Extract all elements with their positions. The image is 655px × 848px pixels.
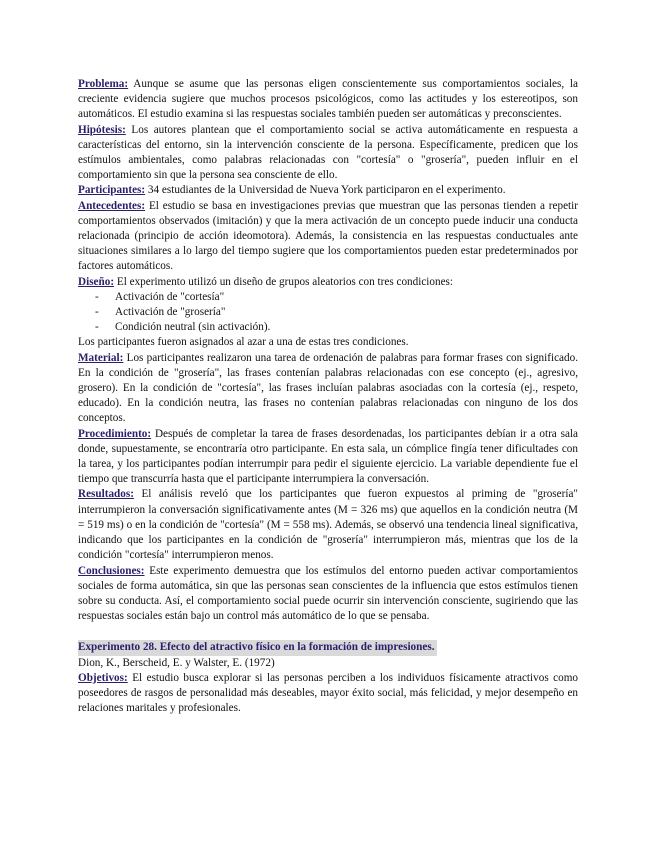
assignment-paragraph: Los participantes fueron asignados al azar a una de estas tres condiciones. xyxy=(78,336,409,349)
objetivos-text: El estudio busca explorar si las personas perciben a los individuos físicamente atractivos como poseedores de rasgos de personalidad más deseables, mayor éxito social, más felicidad, y mejor desempeño en relaciones maritales y profesionales. xyxy=(78,671,578,715)
list-item xyxy=(78,320,578,335)
list-item xyxy=(78,290,578,305)
procedimiento-label: Procedimiento: xyxy=(78,427,152,440)
hipotesis-label: Hipótesis: xyxy=(78,123,126,136)
problema-label: Problema: xyxy=(78,78,129,90)
diseno-text: El experimento utilizó un diseño de grupos aleatorios con tres condiciones: xyxy=(114,275,454,288)
antecedentes-paragraph xyxy=(78,199,578,275)
objetivos-paragraph xyxy=(78,671,578,717)
resultados-text: El análisis reveló que los participantes que fueron expuestos al priming de "grosería" interrumpieron la conversación significativamente antes (M = 326 ms) que aquellos en la condición neutra (M = 519 ms) o en la condición de "cortesía" (M = 558 ms). Además, se observó una tendencia lineal significativa, indicando que los participantes en la condición de "grosería" interrumpieron más, mientras que los de la condición "cortesía" interrumpieron menos. xyxy=(78,488,578,562)
procedimiento-paragraph xyxy=(78,427,578,488)
condition-neutral: Condición neutral (sin activación). xyxy=(115,321,271,334)
diseno-paragraph xyxy=(78,275,578,290)
condition-cortesia: Activación de "cortesía" xyxy=(115,290,225,303)
experiment-authors: Dion, K., Berscheid, E. y Walster, E. (1972) xyxy=(78,656,275,669)
material-label: Material: xyxy=(78,351,124,364)
document-page xyxy=(78,77,578,716)
conditions-list xyxy=(78,290,578,336)
dash-bullet: - xyxy=(95,321,99,334)
material-paragraph xyxy=(78,351,578,427)
dash-bullet: - xyxy=(95,290,99,303)
hipotesis-text: Los autores plantean que el comportamiento social se activa automáticamente en respuesta a características del entorno, sin la intervención consciente de la persona. Específicamente, predicen que los estímulos ambientales, como palabras relacionadas con "cortesía" o "grosería", pueden influir en el comportamiento sin que la persona sea consciente de ello. xyxy=(78,123,578,182)
procedimiento-text: Después de completar la tarea de frases desordenadas, los participantes debían ir a otra sala donde, supuestamente, se encontraría otro participante. En esta sala, un cómplice fingía tener dificultades con la tarea, y los participantes podían interrumpir para pedir el siguiente ejercicio. La variable dependiente fue el tiempo que transcurría hasta que el participante interrumpiera la conversación. xyxy=(78,427,578,486)
conclusiones-paragraph xyxy=(78,564,578,625)
resultados-paragraph xyxy=(78,487,578,563)
conclusiones-text: Este experimento demuestra que los estímulos del entorno pueden activar comportamientos sociales de forma automática, sin que las personas sean conscientes de la influencia que estos estímulos tienen sobre su conducta. Así, el comportamiento social puede ocurrir sin intervención consciente, sugiriendo que las respuestas sociales están bajo un control más automático de lo que se pensaba. xyxy=(78,564,578,623)
dash-bullet: - xyxy=(95,306,99,319)
hipotesis-paragraph xyxy=(78,123,578,184)
condition-groseria: Activación de "grosería" xyxy=(115,306,226,319)
participantes-paragraph xyxy=(78,183,578,198)
participantes-label: Participantes: xyxy=(78,184,146,197)
material-text: Los participantes realizaron una tarea de ordenación de palabras para formar frases con significado. En la condición de "grosería", las frases contenían palabras relacionadas con ese concepto (ej., agresivo, grosero). En la condición de "cortesía", las frases incluían palabras asociadas con la cortesía (ej., respeto, educado). En la condición neutra, las frases no contenían palabras relacionadas con ninguno de los dos conceptos. xyxy=(78,351,578,425)
problema-text: Aunque se asume que las personas eligen conscientemente sus comportamientos sociales, la creciente evidencia sugiere que muchos procesos psicológicos, como las actitudes y los estereotipos, son automáticos. El estudio examina si las respuestas sociales también pueden ser automáticas y preconscientes. xyxy=(78,78,578,121)
objetivos-label: Objetivos: xyxy=(78,671,128,684)
list-item xyxy=(78,305,578,320)
participantes-text: 34 estudiantes de la Universidad de Nueva York participaron en el experimento. xyxy=(145,184,506,197)
resultados-label: Resultados: xyxy=(78,488,134,501)
experiment-title: Experimento 28. Efecto del atractivo físico en la formación de impresiones. xyxy=(78,640,437,655)
problema-paragraph xyxy=(78,77,578,123)
antecedentes-label: Antecedentes: xyxy=(78,199,146,212)
antecedentes-text: El estudio se basa en investigaciones previas que muestran que las personas tienden a repetir comportamientos observados (imitación) y que la mera activación de un concepto puede inducir una conducta relacionada (principio de acción ideomotora). Además, la consistencia en las respuestas conductuales ante situaciones similares a lo largo del tiempo sugiere que los comportamientos pueden estar predeterminados por factores automáticos. xyxy=(78,199,578,273)
diseno-label: Diseño: xyxy=(78,275,115,288)
conclusiones-label: Conclusiones: xyxy=(78,564,145,577)
